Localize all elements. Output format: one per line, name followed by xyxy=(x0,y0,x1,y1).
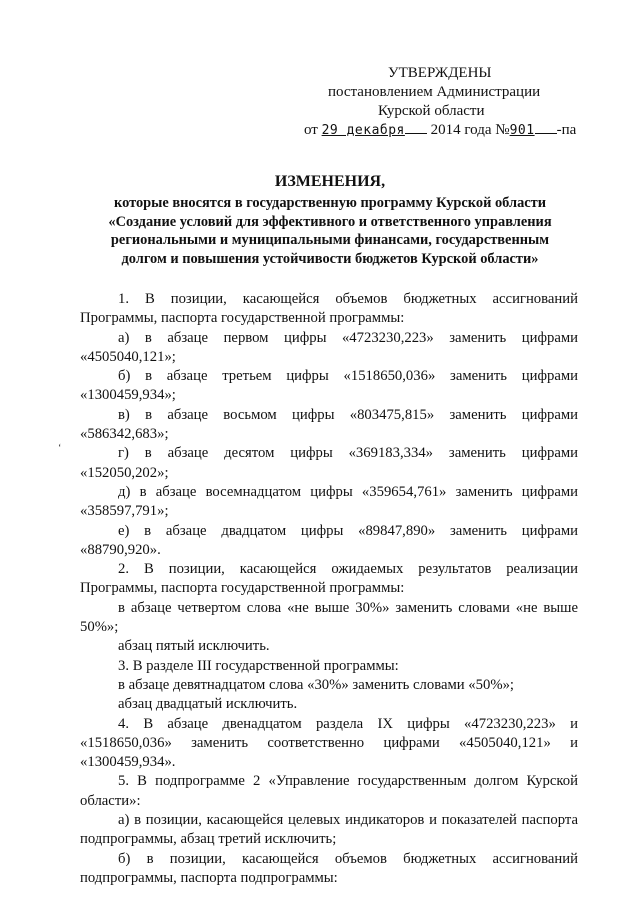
paragraph-1c: в) в абзаце восьмом цифры «803475,815» заменить цифрами «586342,683»; xyxy=(80,406,578,443)
paragraph-1b: б) в абзаце третьем цифры «1518650,036» заменить цифрами «1300459,934»; xyxy=(80,368,578,404)
paragraph-3a: в абзаце девятнадцатом слова «30%» заменить словами «50%»; xyxy=(118,676,515,693)
title-subtitle-line-3: региональными и муниципальными финансами, государственным xyxy=(110,232,550,248)
paragraph-3b: абзац двадцатый исключить. xyxy=(118,696,298,713)
paragraph-5b: б) в позиции, касающейся объемов бюджетных ассигнований подпрограммы, паспорта подпрограммы: xyxy=(80,850,578,886)
approval-stamp xyxy=(290,64,590,140)
margin-mark: ‘ xyxy=(58,443,62,454)
date-day-month: 29 декабря xyxy=(321,123,405,138)
paragraph-3: 3. В разделе III государственной программы: xyxy=(118,657,399,674)
document-title xyxy=(60,172,600,268)
paragraph-1f: е) в абзаце двадцатом цифры «89847,890» заменить цифрами «88790,920». xyxy=(80,522,578,558)
document-body xyxy=(80,290,578,888)
date-prefix: от xyxy=(304,122,318,138)
paragraph-1d: г) в абзаце десятом цифры «369183,334» заменить цифрами «152050,202»; xyxy=(80,445,578,481)
approval-heading: УТВЕРЖДЕНЫ xyxy=(388,65,492,81)
paragraph-2b: абзац пятый исключить. xyxy=(118,638,270,655)
date-underline xyxy=(405,132,427,134)
approval-region: Курской области xyxy=(378,103,485,119)
paragraph-2a: в абзаце четвертом слова «не выше 30%» заменить словами «не выше 50%»; xyxy=(80,599,578,636)
title-main: ИЗМЕНЕНИЯ, xyxy=(274,173,386,190)
paragraph-1a: а) в абзаце первом цифры «4723230,223» заменить цифрами «4505040,121»; xyxy=(80,329,578,365)
paragraph-1: 1. В позиции, касающейся объемов бюджетных ассигнований Программы, паспорта государственной программы: xyxy=(80,291,578,327)
approval-date-line xyxy=(290,121,590,140)
title-subtitle-line-4: долгом и повышения устойчивости бюджетов Курской области» xyxy=(121,250,539,267)
title-subtitle-line-1: которые вносятся в государственную программу Курской области xyxy=(113,195,547,211)
decree-number: 901 xyxy=(509,123,535,138)
title-subtitle-line-2: «Создание условий для эффективного и ответственного управления xyxy=(108,213,552,230)
paragraph-5: 5. В подпрограмме 2 «Управление государственным долгом Курской области»: xyxy=(80,773,578,809)
paragraph-2: 2. В позиции, касающейся ожидаемых результатов реализации Программы, паспорта государственной программы: xyxy=(80,561,578,597)
paragraph-5a: а) в позиции, касающейся целевых индикаторов и показателей паспорта подпрограммы, абзац третий исключить; xyxy=(80,812,578,848)
paragraph-1e: д) в абзаце восемнадцатом цифры «359654,761» заменить цифрами «358597,791»; xyxy=(80,483,578,520)
paragraph-4: 4. В абзаце двенадцатом раздела IX цифры «4723230,223» и «1518650,036» заменить соответственно цифрами «4505040,121» и «1300459,934». xyxy=(80,715,578,771)
approval-authority: постановлением Администрации xyxy=(328,84,541,100)
number-suffix: -па xyxy=(556,122,577,138)
date-year: 2014 года № xyxy=(430,122,510,138)
number-underline xyxy=(535,132,557,134)
